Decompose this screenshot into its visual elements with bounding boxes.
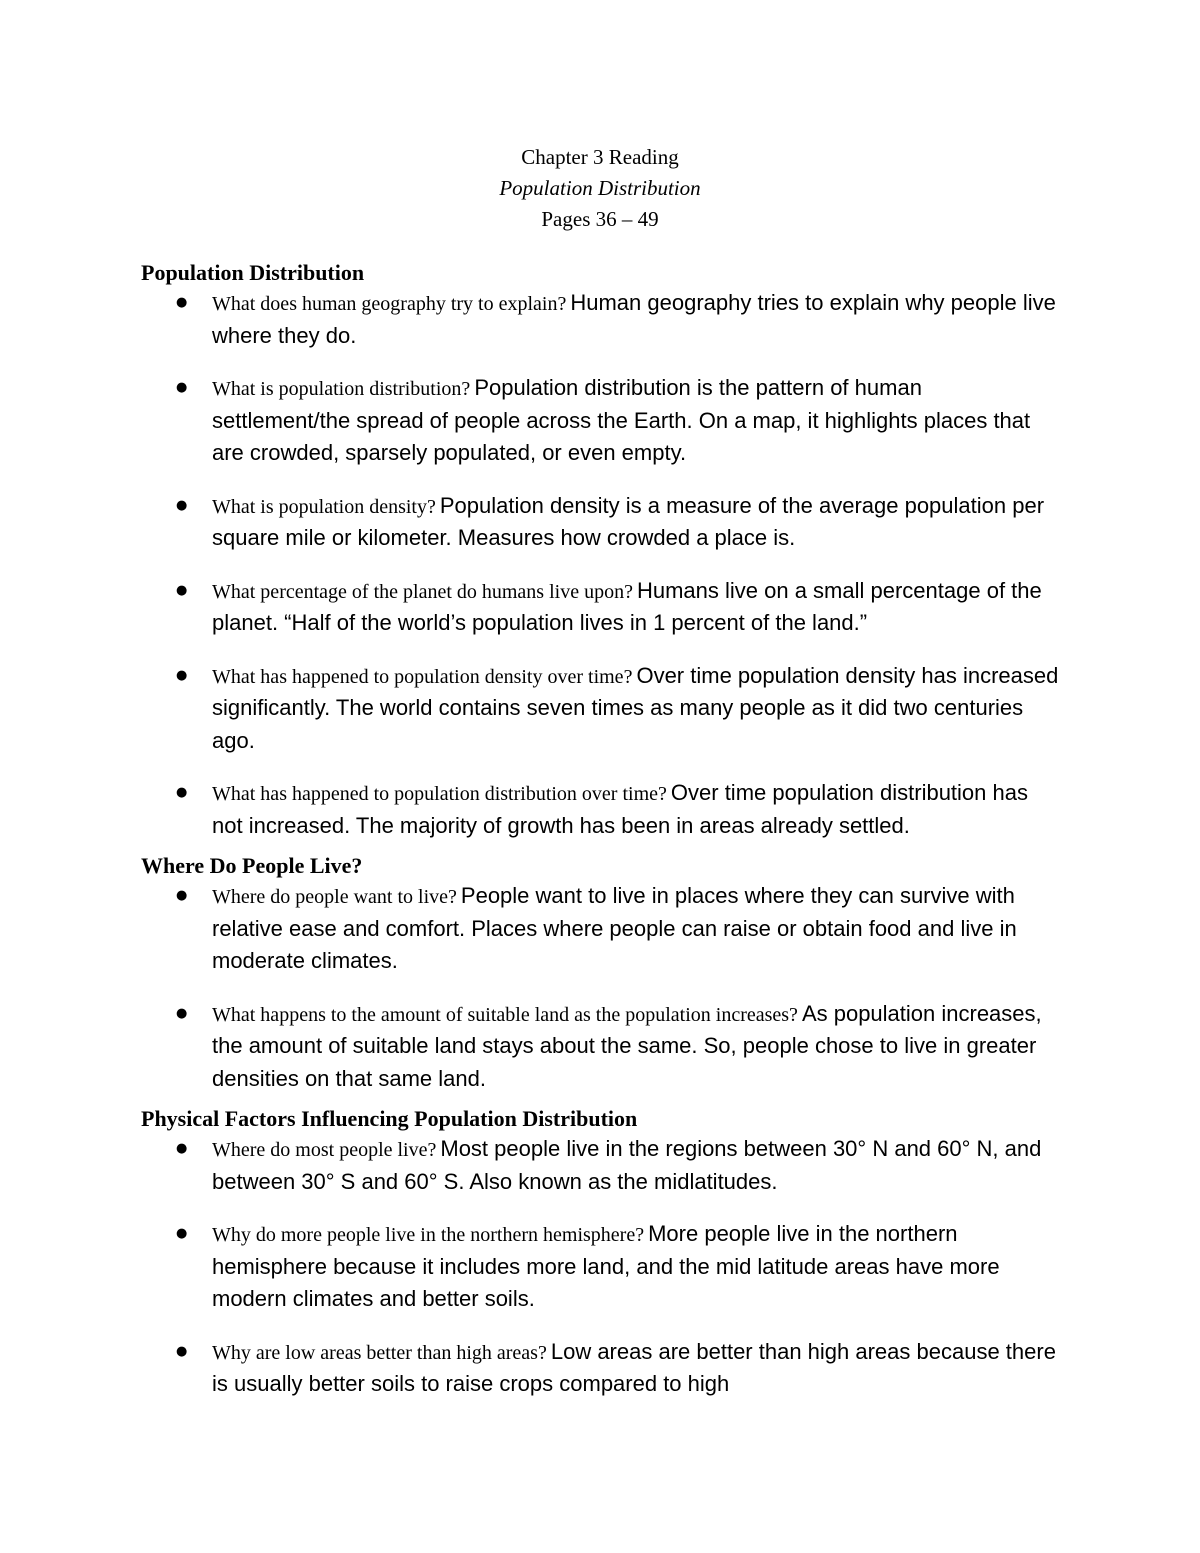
- question-list: [141, 288, 1061, 843]
- answer-text: Population distribution is the pattern of human settlement/the spread of people across the Earth. On a map, it highlights places that are crowded, sparsely populated, or even empty.: [212, 375, 1031, 465]
- bullet-icon: ●: [176, 295, 188, 310]
- bullet-icon: ●: [176, 497, 188, 513]
- document-subtitle: Population Distribution: [499, 176, 701, 200]
- section-heading: Population Distribution: [141, 260, 365, 285]
- bullet-icon: ●: [176, 888, 188, 903]
- bullet-icon: ●: [176, 1343, 188, 1359]
- section-heading: Physical Factors Influencing Population Distribution: [141, 1106, 638, 1131]
- question-text: What percentage of the planet do humans live upon?: [212, 580, 633, 603]
- answer-text: People want to live in places where they can survive with relative ease and comfort. Places where people can raise or obtain food and live in moderate climates.: [212, 883, 1017, 973]
- list-item: [141, 491, 1061, 556]
- list-item: [141, 288, 1061, 353]
- question-list: [141, 881, 1061, 1096]
- question-list: [141, 1134, 1061, 1402]
- list-item: [141, 576, 1061, 641]
- question-text: Why do more people live in the northern hemisphere?: [212, 1224, 645, 1246]
- page-range: Pages 36 – 49: [541, 207, 659, 231]
- bullet-icon: ●: [176, 1226, 188, 1241]
- document-body: [141, 258, 1061, 1410]
- answer-text: Humans live on a small percentage of the planet. “Half of the world’s population lives in 1 percent of the land.”: [212, 577, 1042, 635]
- answer-text: Population density is a measure of the average population per square mile or kilometer. Measures how crowded a place is.: [212, 492, 1045, 550]
- question-text: Where do people want to live?: [212, 886, 457, 908]
- answer-text: More people live in the northern hemisphere because it includes more land, and the mid latitude areas have more modern climates and better soils.: [212, 1221, 1000, 1311]
- bullet-icon: ●: [176, 380, 188, 395]
- list-item: [141, 881, 1061, 979]
- question-text: What is population density?: [212, 495, 436, 518]
- list-item: [141, 373, 1061, 471]
- list-item: [141, 999, 1061, 1097]
- question-text: What does human geography try to explain?: [212, 293, 567, 315]
- question-text: Why are low areas better than high areas?: [212, 1341, 547, 1364]
- document-title: Chapter 3 Reading: [521, 145, 679, 169]
- list-item: [141, 1219, 1061, 1317]
- bullet-icon: ●: [176, 1141, 188, 1156]
- list-item: [141, 1337, 1061, 1402]
- answer-text: Human geography tries to explain why people live where they do.: [212, 290, 1056, 348]
- list-item: [141, 778, 1061, 843]
- section: [141, 851, 1061, 1096]
- bullet-icon: ●: [176, 667, 188, 683]
- document-header: [0, 142, 1200, 235]
- bullet-icon: ●: [176, 785, 188, 800]
- bullet-icon: ●: [176, 1005, 188, 1021]
- question-text: What happens to the amount of suitable land as the population increases?: [212, 1003, 798, 1026]
- answer-text: Over time population distribution has not increased. The majority of growth has been in areas already settled.: [212, 780, 1028, 838]
- answer-text: As population increases, the amount of suitable land stays about the same. So, people chose to live in greater densities on that same land.: [212, 1000, 1042, 1091]
- section: [141, 1104, 1061, 1402]
- list-item: [141, 661, 1061, 759]
- list-item: [141, 1134, 1061, 1199]
- question-text: Where do most people live?: [212, 1139, 437, 1161]
- question-text: What has happened to population distribution over time?: [212, 783, 667, 805]
- question-text: What has happened to population density over time?: [212, 665, 633, 688]
- section-heading: Where Do People Live?: [141, 853, 363, 878]
- answer-text: Low areas are better than high areas because there is usually better soils to raise crops compared to high: [212, 1338, 1056, 1396]
- answer-text: Over time population density has increased significantly. The world contains seven times as many people as it did two centuries ago.: [212, 662, 1059, 753]
- bullet-icon: ●: [176, 582, 188, 598]
- answer-text: Most people live in the regions between 30° N and 60° N, and between 30° S and 60° S. Also known as the midlatitudes.: [212, 1136, 1042, 1194]
- section: [141, 258, 1061, 843]
- question-text: What is population distribution?: [212, 378, 471, 400]
